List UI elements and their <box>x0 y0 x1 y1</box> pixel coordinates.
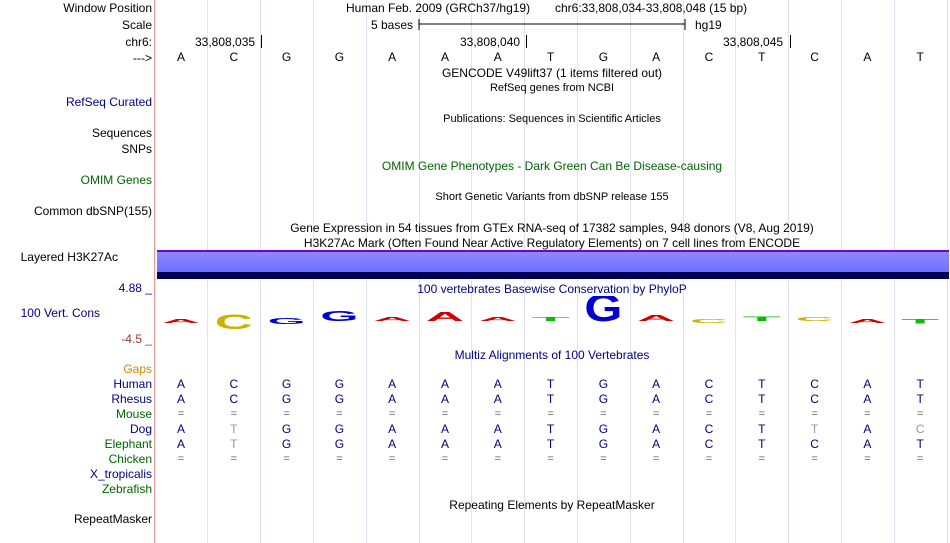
alignment-base: = <box>177 453 185 465</box>
alignment-base: = <box>177 408 185 420</box>
alignment-base: = <box>388 453 396 465</box>
alignment-base: = <box>547 408 554 420</box>
conservation-letter: G <box>267 317 306 327</box>
alignment-base: A <box>652 422 661 436</box>
reference-base: A <box>440 50 449 64</box>
alignment-base: G <box>281 392 292 406</box>
omim-track-label[interactable]: OMIM Genes <box>80 173 152 187</box>
alignment-base: = <box>758 453 766 465</box>
alignment-base: = <box>441 408 449 420</box>
alignment-base: T <box>546 392 555 406</box>
cons-max-value: 4.88 _ <box>118 281 152 295</box>
species-label-mouse[interactable]: Mouse <box>115 407 152 421</box>
reference-base: A <box>652 50 661 64</box>
gencode-track-title[interactable]: GENCODE V49lift37 (1 items filtered out) <box>441 66 663 80</box>
alignment-base: A <box>388 422 397 436</box>
alignment-base: = <box>758 408 766 420</box>
alignment-base: C <box>704 437 714 451</box>
alignment-base: = <box>547 453 554 465</box>
position-range: chr6:33,808,034-33,808,048 (15 bp) <box>555 1 748 15</box>
alignment-base: C <box>915 422 925 436</box>
conservation-letter: C <box>214 310 253 334</box>
conservation-letter: A <box>426 309 465 325</box>
coord-tick-mark <box>261 35 262 48</box>
conservation-letter: A <box>373 316 413 323</box>
reference-base: C <box>810 50 819 64</box>
alignment-base: A <box>652 392 661 406</box>
alignment-base: = <box>652 453 660 465</box>
alignment-base: T <box>916 392 924 406</box>
conservation-letter: T <box>742 315 783 323</box>
alignment-base: = <box>494 408 502 420</box>
alignment-base: = <box>705 408 713 420</box>
reference-base: A <box>388 50 397 64</box>
alignment-base: C <box>229 377 239 391</box>
alignment-base: G <box>598 392 609 406</box>
alignment-base: T <box>810 422 819 436</box>
h3k27ac-track-label[interactable]: Layered H3K27Ac <box>20 250 118 264</box>
omim-track-title[interactable]: OMIM Gene Phenotypes - Dark Green Can Be Disease-causing <box>381 159 723 173</box>
alignment-base: = <box>705 453 713 465</box>
conservation-letter: T <box>901 318 941 326</box>
publications-track-title[interactable]: Publications: Sequences in Scientific Articles <box>443 113 661 125</box>
coord-tick-2: 33,808,040 <box>460 35 521 49</box>
alignment-base: A <box>652 377 661 391</box>
window-position-label[interactable]: Window Position <box>63 1 152 15</box>
reference-base: T <box>916 50 924 64</box>
conservation-letter: C <box>795 316 835 323</box>
alignment-base: = <box>283 408 290 420</box>
alignment-base: T <box>916 437 924 451</box>
alignment-base: A <box>440 377 449 391</box>
alignment-base: A <box>440 437 449 451</box>
conservation-letter: G <box>320 308 359 325</box>
alignment-base: = <box>283 453 290 465</box>
assembly-title: Human Feb. 2009 (GRCh37/hg19) <box>346 1 531 15</box>
reference-base: C <box>229 50 239 64</box>
alignment-base: G <box>281 437 292 451</box>
coord-tick-1: 33,808,035 <box>195 35 256 49</box>
sequences-track-label[interactable]: Sequences <box>91 126 152 140</box>
alignment-base: A <box>388 377 397 391</box>
alignment-base: T <box>758 422 766 436</box>
alignment-base: = <box>916 453 924 465</box>
alignment-base: A <box>176 392 185 406</box>
conservation-letter: C <box>690 318 730 325</box>
h3k27ac-signal[interactable] <box>157 252 949 272</box>
db-label: hg19 <box>695 18 722 32</box>
alignment-base: G <box>334 392 345 406</box>
alignment-base: C <box>704 422 714 436</box>
dbsnp-track-label[interactable]: Common dbSNP(155) <box>33 204 152 218</box>
alignment-base: = <box>864 453 871 465</box>
coord-tick-mark <box>526 35 527 48</box>
h3k27ac-track-title[interactable]: H3K27Ac Mark (Often Found Near Active Regulatory Elements) on 7 cell lines from ENCODE <box>303 236 801 250</box>
alignment-base: = <box>230 408 238 420</box>
alignment-base: G <box>281 377 292 391</box>
alignment-base: A <box>863 422 872 436</box>
alignment-base: A <box>652 437 661 451</box>
alignment-base: A <box>863 392 872 406</box>
chrom-label[interactable]: chr6: <box>125 35 152 49</box>
scale-label[interactable]: Scale <box>121 18 152 32</box>
alignment-base: C <box>810 437 819 451</box>
alignment-base: A <box>440 392 449 406</box>
dbsnp-track-title[interactable]: Short Genetic Variants from dbSNP release 155 <box>435 191 669 203</box>
conservation-letter: A <box>637 314 676 324</box>
alignment-base: G <box>334 377 345 391</box>
alignment-base: C <box>810 377 819 391</box>
scale-bar <box>418 16 686 32</box>
alignment-base: T <box>546 437 555 451</box>
alignment-base: = <box>864 408 871 420</box>
conservation-letter: A <box>478 316 519 323</box>
phylop-track-title[interactable]: 100 vertebrates Basewise Conservation by PhyloP <box>417 282 687 296</box>
conservation-letter: G <box>584 296 623 331</box>
alignment-base: C <box>704 377 714 391</box>
alignment-base: T <box>758 392 766 406</box>
conservation-letter: T <box>531 316 572 323</box>
alignment-base: G <box>598 437 609 451</box>
reference-base: A <box>863 50 872 64</box>
alignment-base: G <box>598 377 609 391</box>
alignment-base: A <box>440 422 449 436</box>
alignment-base: = <box>230 453 238 465</box>
reference-base: A <box>493 50 502 64</box>
alignment-base: = <box>441 453 449 465</box>
alignment-base: C <box>229 392 239 406</box>
species-label-dog[interactable]: Dog <box>129 422 152 436</box>
alignment-base: T <box>916 377 924 391</box>
reference-base: T <box>546 50 555 64</box>
alignment-base: T <box>230 437 238 451</box>
h3k27ac-bottom-band <box>157 272 949 279</box>
alignment-base: C <box>704 392 714 406</box>
reference-base: G <box>334 50 345 64</box>
species-label-x_tropicalis[interactable]: X_tropicalis <box>89 467 152 481</box>
reference-base: T <box>758 50 766 64</box>
alignment-base: C <box>810 392 819 406</box>
species-label-zebrafish[interactable]: Zebrafish <box>101 482 152 496</box>
alignment-base: T <box>758 437 766 451</box>
alignment-base: A <box>863 437 872 451</box>
alignment-base: G <box>598 422 609 436</box>
gtex-track-title[interactable]: Gene Expression in 54 tissues from GTEx RNA-seq of 17382 samples, 948 donors (V8, Aug 2019) <box>290 221 814 235</box>
cons-min-value: -4.5 _ <box>121 332 152 346</box>
alignment-base: T <box>546 422 555 436</box>
alignment-base: = <box>600 453 607 465</box>
species-label-chicken[interactable]: Chicken <box>108 452 152 466</box>
alignment-base: A <box>388 437 397 451</box>
alignment-base: = <box>811 453 818 465</box>
alignment-base: = <box>336 408 343 420</box>
alignment-base: A <box>388 392 397 406</box>
repeatmasker-track-title[interactable]: Repeating Elements by RepeatMasker <box>449 498 655 512</box>
reference-base: G <box>281 50 292 64</box>
alignment-base: G <box>281 422 292 436</box>
alignment-base: = <box>811 408 818 420</box>
reference-base: A <box>176 50 185 64</box>
alignment-base: A <box>493 437 502 451</box>
alignment-base: = <box>916 408 924 420</box>
alignment-base: A <box>176 437 185 451</box>
alignment-base: G <box>334 422 345 436</box>
alignment-base: A <box>493 422 502 436</box>
reference-base: G <box>598 50 609 64</box>
alignment-base: A <box>176 422 185 436</box>
label-border <box>154 0 155 543</box>
strand-toggle[interactable]: ---> <box>133 51 152 65</box>
gaps-label[interactable]: Gaps <box>123 362 152 376</box>
alignment-base: = <box>494 453 502 465</box>
alignment-base: A <box>176 377 185 391</box>
multiz-track-title[interactable]: Multiz Alignments of 100 Vertebrates <box>454 348 650 362</box>
cons-track-label[interactable]: 100 Vert. Cons <box>20 306 100 320</box>
alignment-base: = <box>652 408 660 420</box>
alignment-base: G <box>334 437 345 451</box>
refseq-track-label[interactable]: RefSeq Curated <box>65 95 152 109</box>
conservation-logo[interactable] <box>155 296 950 342</box>
h3k27ac-top-edge <box>157 250 949 252</box>
alignment-base: T <box>546 377 555 391</box>
alignment-base: T <box>230 422 238 436</box>
alignment-base: A <box>493 392 502 406</box>
alignment-base: = <box>600 408 607 420</box>
refseq-track-title[interactable]: RefSeq genes from NCBI <box>489 82 615 94</box>
species-label-elephant[interactable]: Elephant <box>104 437 152 451</box>
conservation-letter: A <box>162 318 202 325</box>
conservation-letter: A <box>848 318 888 325</box>
alignment-base: T <box>758 377 766 391</box>
gridline <box>155 0 156 543</box>
alignment-base: A <box>863 377 872 391</box>
repeatmasker-track-label[interactable]: RepeatMasker <box>73 512 152 526</box>
alignment-base: = <box>336 453 343 465</box>
coord-tick-mark <box>790 35 791 48</box>
reference-base: C <box>704 50 714 64</box>
snps-track-label[interactable]: SNPs <box>121 142 152 156</box>
coord-tick-3: 33,808,045 <box>723 35 784 49</box>
species-label-human[interactable]: Human <box>113 377 152 391</box>
alignment-base: A <box>493 377 502 391</box>
alignment-base: = <box>388 408 396 420</box>
species-label-rhesus[interactable]: Rhesus <box>111 392 152 406</box>
scale-text: 5 bases <box>371 18 414 32</box>
